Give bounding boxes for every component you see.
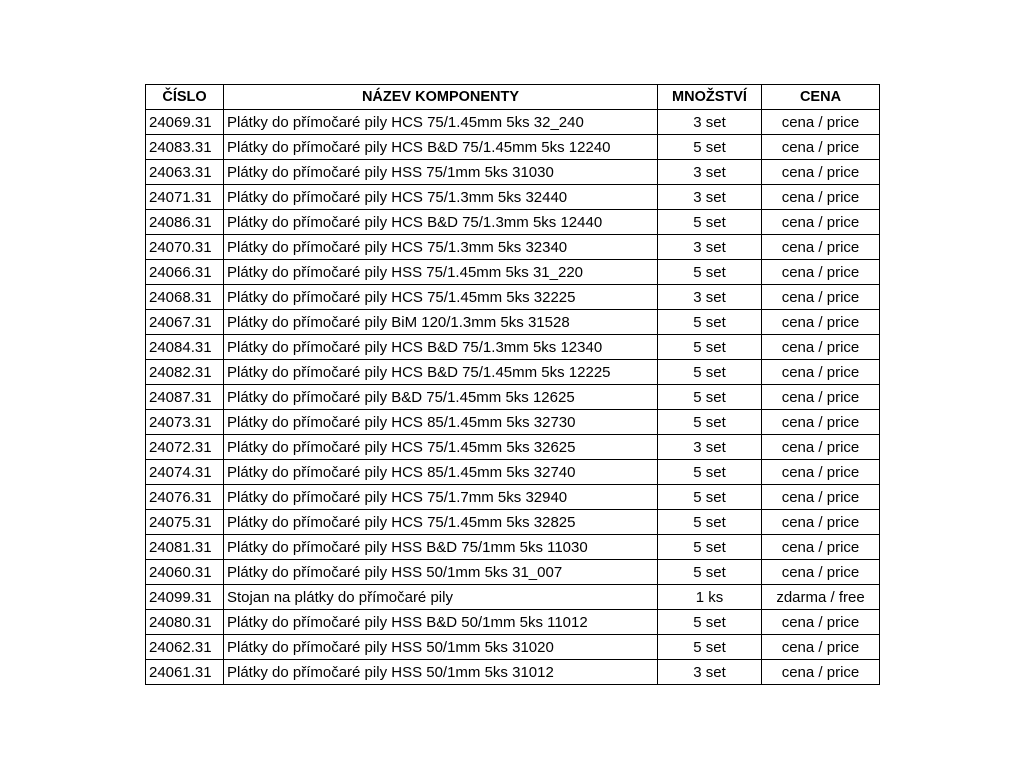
table-row	[146, 535, 880, 560]
cell-name: Plátky do přímočaré pily HCS 75/1.3mm 5ks 32340	[224, 235, 658, 260]
header-price: CENA	[762, 85, 880, 110]
cell-price: cena / price	[762, 285, 880, 310]
cell-name: Plátky do přímočaré pily HSS 50/1mm 5ks 31_007	[224, 560, 658, 585]
cell-name: Plátky do přímočaré pily HSS 50/1mm 5ks 31020	[224, 635, 658, 660]
cell-quantity: 3 set	[658, 185, 762, 210]
table-row	[146, 185, 880, 210]
cell-code: 24086.31	[146, 210, 224, 235]
header-quantity: MNOŽSTVÍ	[658, 85, 762, 110]
table-row	[146, 510, 880, 535]
cell-quantity: 5 set	[658, 510, 762, 535]
cell-name: Plátky do přímočaré pily HCS 75/1.45mm 5ks 32625	[224, 435, 658, 460]
cell-code: 24080.31	[146, 610, 224, 635]
cell-code: 24070.31	[146, 235, 224, 260]
cell-code: 24062.31	[146, 635, 224, 660]
cell-price: cena / price	[762, 235, 880, 260]
cell-quantity: 5 set	[658, 385, 762, 410]
cell-quantity: 3 set	[658, 110, 762, 135]
table-row	[146, 635, 880, 660]
cell-price: cena / price	[762, 210, 880, 235]
table-row	[146, 135, 880, 160]
cell-quantity: 3 set	[658, 235, 762, 260]
cell-code: 24069.31	[146, 110, 224, 135]
cell-code: 24074.31	[146, 460, 224, 485]
table-row	[146, 460, 880, 485]
cell-quantity: 5 set	[658, 560, 762, 585]
cell-price: cena / price	[762, 360, 880, 385]
cell-price: cena / price	[762, 260, 880, 285]
cell-price: cena / price	[762, 435, 880, 460]
cell-name: Plátky do přímočaré pily HCS 75/1.45mm 5ks 32_240	[224, 110, 658, 135]
cell-price: cena / price	[762, 410, 880, 435]
cell-quantity: 5 set	[658, 610, 762, 635]
table-row	[146, 160, 880, 185]
cell-quantity: 5 set	[658, 460, 762, 485]
cell-name: Plátky do přímočaré pily HCS 85/1.45mm 5ks 32730	[224, 410, 658, 435]
cell-price: cena / price	[762, 385, 880, 410]
cell-price: cena / price	[762, 510, 880, 535]
cell-price: cena / price	[762, 335, 880, 360]
cell-name: Plátky do přímočaré pily HCS 85/1.45mm 5ks 32740	[224, 460, 658, 485]
table-body	[146, 110, 880, 685]
cell-quantity: 5 set	[658, 635, 762, 660]
cell-price: cena / price	[762, 110, 880, 135]
cell-code: 24073.31	[146, 410, 224, 435]
table-row	[146, 235, 880, 260]
cell-name: Stojan na plátky do přímočaré pily	[224, 585, 658, 610]
cell-quantity: 3 set	[658, 435, 762, 460]
cell-quantity: 3 set	[658, 285, 762, 310]
cell-code: 24083.31	[146, 135, 224, 160]
cell-name: Plátky do přímočaré pily HCS B&D 75/1.3mm 5ks 12340	[224, 335, 658, 360]
table-row	[146, 560, 880, 585]
cell-code: 24087.31	[146, 385, 224, 410]
cell-price: cena / price	[762, 610, 880, 635]
table-row	[146, 210, 880, 235]
cell-quantity: 1 ks	[658, 585, 762, 610]
cell-code: 24060.31	[146, 560, 224, 585]
cell-code: 24099.31	[146, 585, 224, 610]
cell-name: Plátky do přímočaré pily HSS 75/1mm 5ks 31030	[224, 160, 658, 185]
table-header-row	[146, 85, 880, 110]
cell-name: Plátky do přímočaré pily HCS 75/1.45mm 5ks 32825	[224, 510, 658, 535]
header-name: NÁZEV KOMPONENTY	[224, 85, 658, 110]
header-code: ČÍSLO	[146, 85, 224, 110]
cell-quantity: 5 set	[658, 360, 762, 385]
cell-code: 24076.31	[146, 485, 224, 510]
cell-quantity: 3 set	[658, 660, 762, 685]
cell-price: cena / price	[762, 160, 880, 185]
cell-quantity: 5 set	[658, 335, 762, 360]
cell-price: cena / price	[762, 185, 880, 210]
cell-code: 24066.31	[146, 260, 224, 285]
cell-name: Plátky do přímočaré pily B&D 75/1.45mm 5ks 12625	[224, 385, 658, 410]
cell-code: 24063.31	[146, 160, 224, 185]
cell-quantity: 5 set	[658, 410, 762, 435]
cell-quantity: 3 set	[658, 160, 762, 185]
cell-name: Plátky do přímočaré pily BiM 120/1.3mm 5ks 31528	[224, 310, 658, 335]
cell-price: cena / price	[762, 135, 880, 160]
cell-quantity: 5 set	[658, 310, 762, 335]
cell-quantity: 5 set	[658, 210, 762, 235]
cell-price: cena / price	[762, 660, 880, 685]
cell-code: 24068.31	[146, 285, 224, 310]
cell-quantity: 5 set	[658, 535, 762, 560]
cell-price: cena / price	[762, 485, 880, 510]
cell-code: 24082.31	[146, 360, 224, 385]
table-row	[146, 610, 880, 635]
cell-price: cena / price	[762, 560, 880, 585]
cell-quantity: 5 set	[658, 485, 762, 510]
table-row	[146, 110, 880, 135]
cell-name: Plátky do přímočaré pily HSS B&D 50/1mm 5ks 11012	[224, 610, 658, 635]
table-row	[146, 485, 880, 510]
cell-price: cena / price	[762, 535, 880, 560]
cell-price: cena / price	[762, 310, 880, 335]
table-row	[146, 435, 880, 460]
table-row	[146, 335, 880, 360]
cell-name: Plátky do přímočaré pily HSS B&D 75/1mm 5ks 11030	[224, 535, 658, 560]
cell-name: Plátky do přímočaré pily HCS 75/1.7mm 5ks 32940	[224, 485, 658, 510]
table-row	[146, 260, 880, 285]
cell-name: Plátky do přímočaré pily HSS 75/1.45mm 5ks 31_220	[224, 260, 658, 285]
cell-code: 24075.31	[146, 510, 224, 535]
table-row	[146, 660, 880, 685]
cell-name: Plátky do přímočaré pily HCS B&D 75/1.45mm 5ks 12225	[224, 360, 658, 385]
table-row	[146, 360, 880, 385]
cell-code: 24071.31	[146, 185, 224, 210]
cell-name: Plátky do přímočaré pily HCS B&D 75/1.3mm 5ks 12440	[224, 210, 658, 235]
cell-name: Plátky do přímočaré pily HCS 75/1.45mm 5ks 32225	[224, 285, 658, 310]
table-row	[146, 410, 880, 435]
cell-price: zdarma / free	[762, 585, 880, 610]
cell-code: 24061.31	[146, 660, 224, 685]
cell-name: Plátky do přímočaré pily HCS 75/1.3mm 5ks 32440	[224, 185, 658, 210]
cell-quantity: 5 set	[658, 260, 762, 285]
cell-code: 24084.31	[146, 335, 224, 360]
table-row	[146, 585, 880, 610]
table-row	[146, 285, 880, 310]
cell-code: 24072.31	[146, 435, 224, 460]
cell-price: cena / price	[762, 635, 880, 660]
cell-quantity: 5 set	[658, 135, 762, 160]
components-table	[145, 84, 880, 685]
table-row	[146, 310, 880, 335]
cell-code: 24067.31	[146, 310, 224, 335]
cell-name: Plátky do přímočaré pily HSS 50/1mm 5ks 31012	[224, 660, 658, 685]
cell-code: 24081.31	[146, 535, 224, 560]
cell-name: Plátky do přímočaré pily HCS B&D 75/1.45mm 5ks 12240	[224, 135, 658, 160]
cell-price: cena / price	[762, 460, 880, 485]
table-row	[146, 385, 880, 410]
